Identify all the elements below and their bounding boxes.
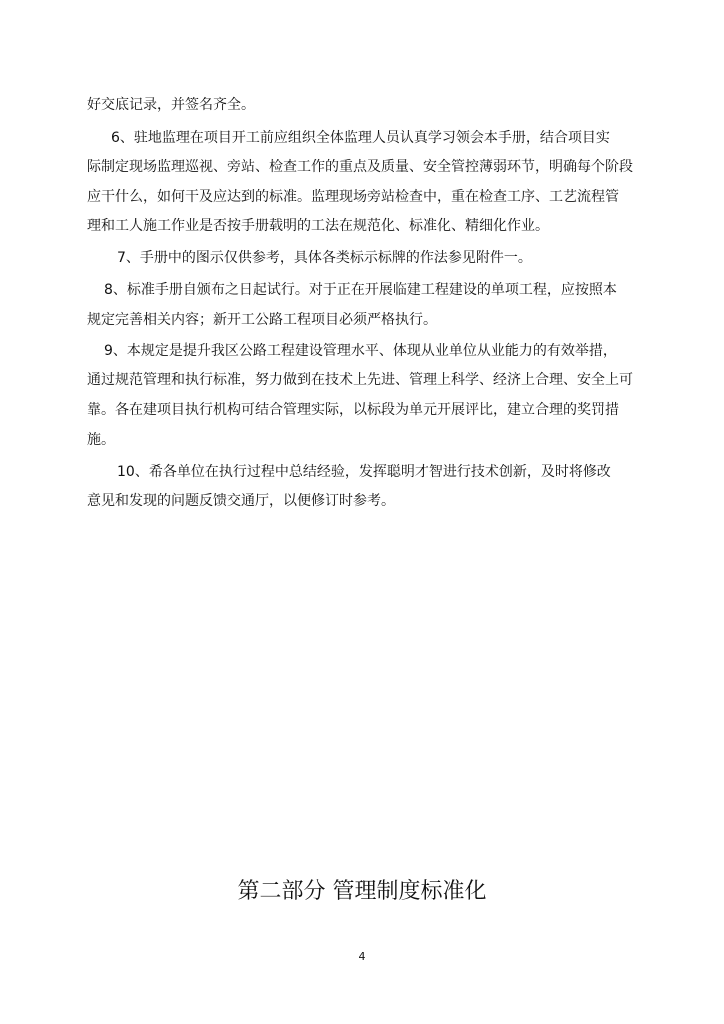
text-line: 际制定现场监理巡视、旁站、检查工作的重点及质量、安全管控薄弱环节，明确每个阶段 — [87, 159, 633, 175]
text-line: 应干什么，如何干及应达到的标准。监理现场旁站检查中，重在检查工序、工艺流程管 — [87, 189, 619, 205]
text-line: 10、希各单位在执行过程中总结经验，发挥聪明才智进行技术创新，及时将修改 — [117, 464, 611, 480]
text-line: 7、手册中的图示仅供参考，具体各类标示标牌的作法参见附件一。 — [117, 250, 532, 266]
text-line: 靠。各在建项目执行机构可结合管理实际，以标段为单元开展评比，建立合理的奖罚措 — [87, 402, 619, 418]
text-line: 8、标准手册自颁布之日起试行。对于正在开展临建工程建设的单项工程，应按照本 — [104, 282, 617, 298]
text-line: 施。 — [87, 432, 115, 448]
text-line: 好交底记录，并签名齐全。 — [87, 97, 255, 113]
text-line: 规定完善相关内容；新开工公路工程项目必须严格执行。 — [87, 312, 437, 328]
text-line: 6、驻地监理在项目开工前应组织全体监理人员认真学习领会本手册，结合项目实 — [111, 130, 610, 146]
page-number: 4 — [358, 950, 366, 963]
text-line: 通过规范管理和执行标准，努力做到在技术上先进、管理上科学、经济上合理、安全上可 — [87, 372, 633, 388]
text-line: 9、本规定是提升我区公路工程建设管理水平、体现从业单位从业能力的有效举措， — [104, 343, 617, 359]
text-line: 意见和发现的问题反馈交通厅，以便修订时参考。 — [87, 493, 395, 509]
text-line: 理和工人施工作业是否按手册载明的工法在规范化、标准化、精细化作业。 — [87, 218, 549, 234]
section-title: 第二部分 管理制度标准化 — [237, 879, 487, 904]
